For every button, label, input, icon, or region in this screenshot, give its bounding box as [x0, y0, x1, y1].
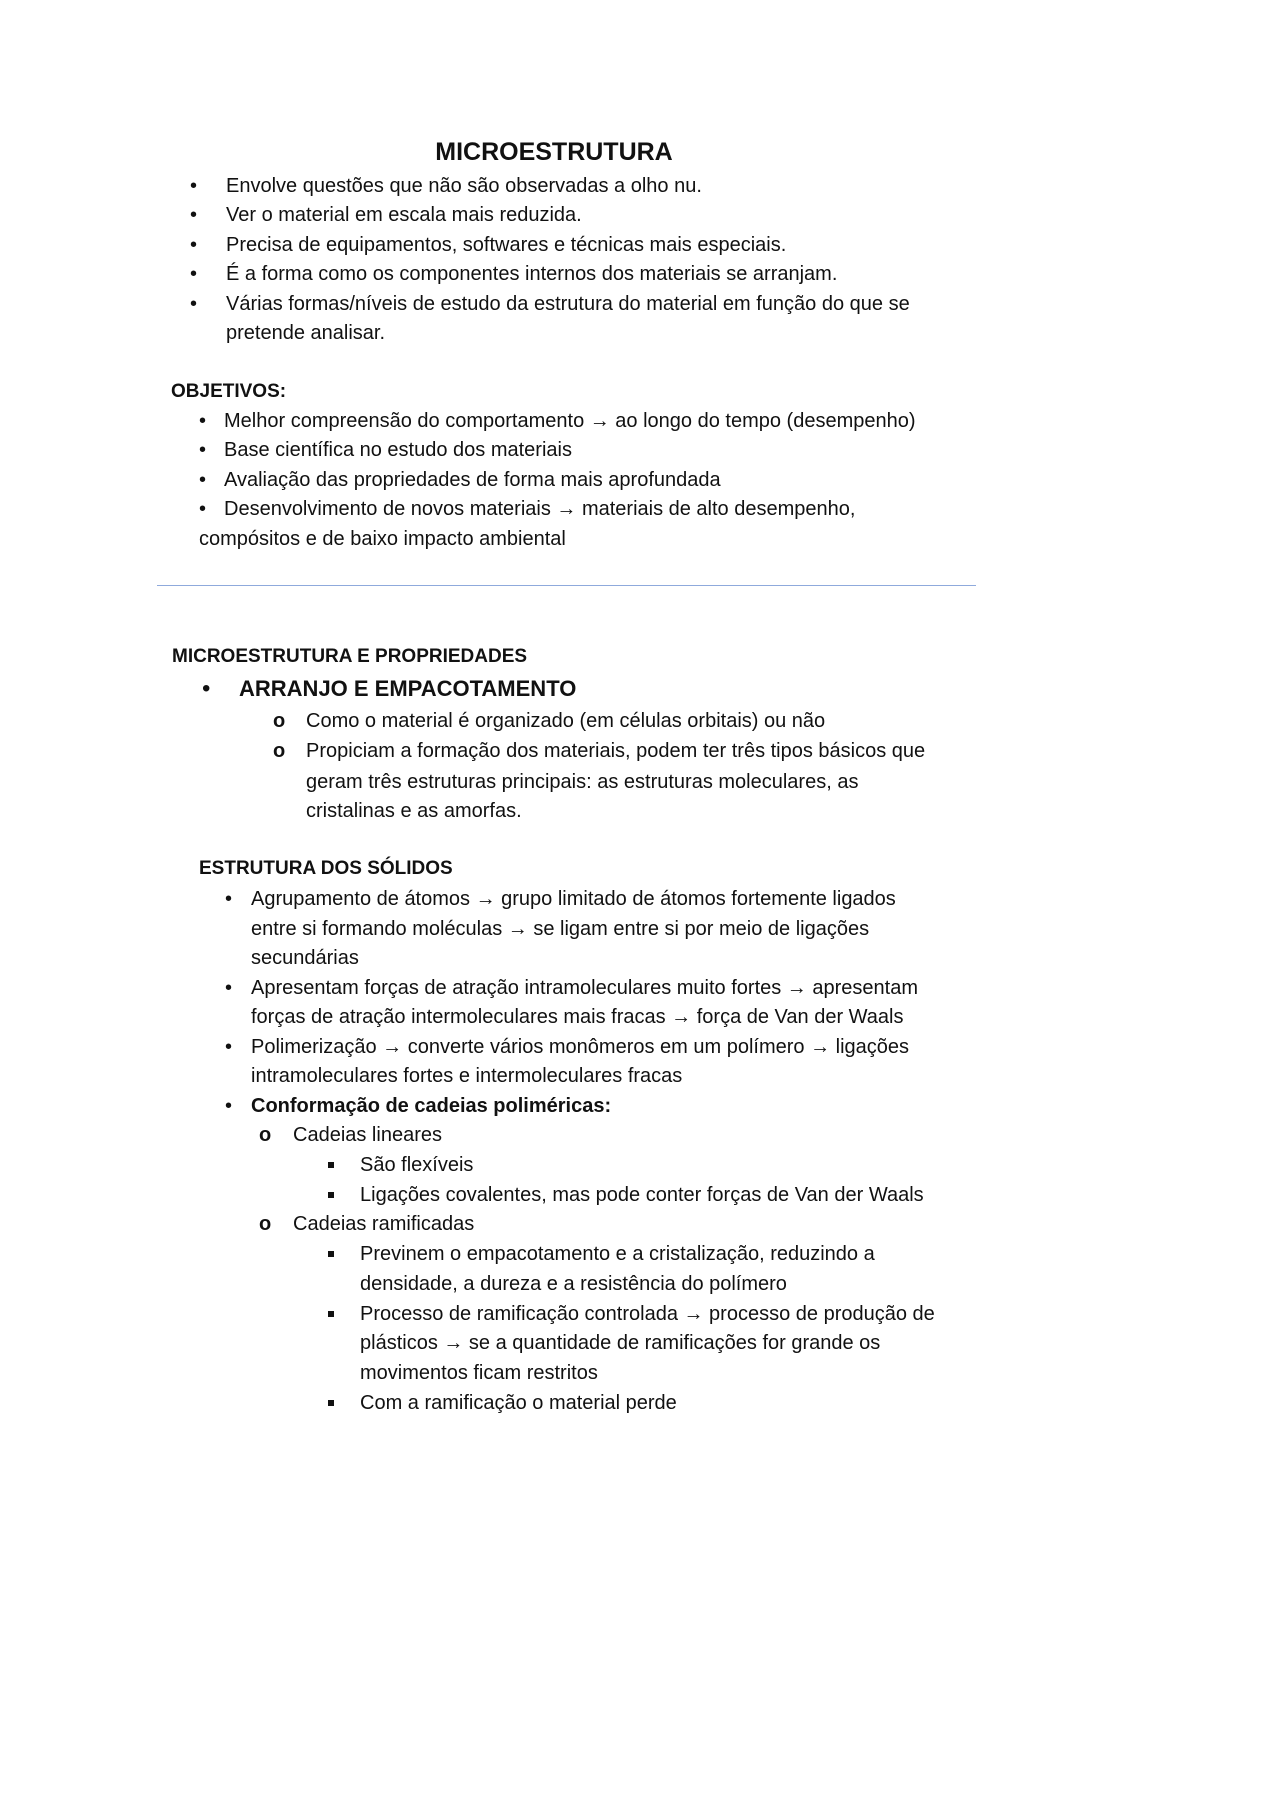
square-bullet-icon [328, 1251, 334, 1257]
square-bullet-icon [328, 1162, 334, 1168]
bullet-icon: • [225, 1095, 233, 1117]
list-item: Previnem o empacotamento e a cristalização, reduzindo a [360, 1243, 875, 1265]
bullet-icon: • [225, 888, 233, 910]
list-item-continuation: movimentos ficam restritos [360, 1362, 598, 1384]
bullet-icon: • [199, 498, 207, 520]
list-item-continuation: secundárias [251, 947, 359, 969]
list-item: Com a ramificação o material perde [360, 1392, 677, 1414]
list-item-continuation: intramoleculares fortes e intermoleculares fracas [251, 1065, 683, 1087]
section-heading: MICROESTRUTURA E PROPRIEDADES [172, 646, 528, 667]
subsection-heading: ARRANJO E EMPACOTAMENTO [239, 676, 577, 701]
bullet-icon: • [225, 977, 233, 999]
list-item-continuation: plásticos → se a quantidade de ramificações for grande os [360, 1332, 881, 1354]
list-item-continuation: densidade, a dureza e a resistência do polímero [360, 1273, 787, 1295]
bullet-icon: • [202, 675, 211, 702]
list-item: Processo de ramificação controlada → processo de produção de [360, 1303, 935, 1325]
list-item: Ver o material em escala mais reduzida. [226, 204, 582, 226]
list-item-continuation: forças de atração intermoleculares mais fracas → força de Van der Waals [251, 1006, 904, 1028]
chain-type-label: Cadeias ramificadas [293, 1213, 475, 1235]
section-divider [157, 585, 976, 586]
list-item-continuation: entre si formando moléculas → se ligam entre si por meio de ligações [251, 918, 870, 940]
bullet-icon: • [199, 439, 207, 461]
square-bullet-icon [328, 1311, 334, 1317]
bullet-icon: • [190, 175, 198, 197]
list-item: Apresentam forças de atração intramoleculares muito fortes → apresentam [251, 977, 918, 999]
list-item: Avaliação das propriedades de forma mais aprofundada [224, 469, 721, 491]
bullet-icon: • [199, 469, 207, 491]
list-item: Base científica no estudo dos materiais [224, 439, 572, 461]
list-item: Agrupamento de átomos → grupo limitado de átomos fortemente ligados [251, 888, 896, 910]
list-item: Desenvolvimento de novos materiais → materiais de alto desempenho, [224, 498, 856, 520]
document-title: MICROESTRUTURA [435, 138, 673, 166]
square-bullet-icon [328, 1192, 334, 1198]
list-item-continuation: geram três estruturas principais: as estruturas moleculares, as [306, 771, 859, 793]
square-bullet-icon [328, 1400, 334, 1406]
chain-type-label: Cadeias lineares [293, 1124, 442, 1146]
circle-bullet-icon: o [273, 710, 286, 732]
list-item-continuation: pretende analisar. [226, 322, 386, 344]
list-item: Ligações covalentes, mas pode conter forças de Van der Waals [360, 1184, 924, 1206]
list-item: Como o material é organizado (em células orbitais) ou não [306, 710, 826, 732]
solids-heading: ESTRUTURA DOS SÓLIDOS [199, 858, 453, 879]
circle-bullet-icon: o [273, 740, 286, 762]
bullet-icon: • [190, 293, 198, 315]
objectives-heading: OBJETIVOS: [171, 381, 287, 402]
bullet-icon: • [225, 1036, 233, 1058]
list-item-continuation: compósitos e de baixo impacto ambiental [199, 528, 566, 550]
list-item: Polimerização → converte vários monômeros em um polímero → ligações [251, 1036, 910, 1058]
list-item: Várias formas/níveis de estudo da estrutura do material em função do que se [226, 293, 910, 315]
list-item: Precisa de equipamentos, softwares e técnicas mais especiais. [226, 234, 787, 256]
bullet-icon: • [190, 204, 198, 226]
list-item: São flexíveis [360, 1154, 474, 1176]
list-item-continuation: cristalinas e as amorfas. [306, 800, 522, 822]
circle-bullet-icon: o [259, 1124, 272, 1146]
bullet-icon: • [199, 410, 207, 432]
list-item: Melhor compreensão do comportamento → ao longo do tempo (desempenho) [224, 410, 916, 432]
list-item: Propiciam a formação dos materiais, podem ter três tipos básicos que [306, 740, 926, 762]
list-item-bold: Conformação de cadeias poliméricas: [251, 1095, 612, 1117]
bullet-icon: • [190, 234, 198, 256]
circle-bullet-icon: o [259, 1213, 272, 1235]
list-item: É a forma como os componentes internos dos materiais se arranjam. [226, 263, 838, 285]
bullet-icon: • [190, 263, 198, 285]
list-item: Envolve questões que não são observadas a olho nu. [226, 175, 702, 197]
